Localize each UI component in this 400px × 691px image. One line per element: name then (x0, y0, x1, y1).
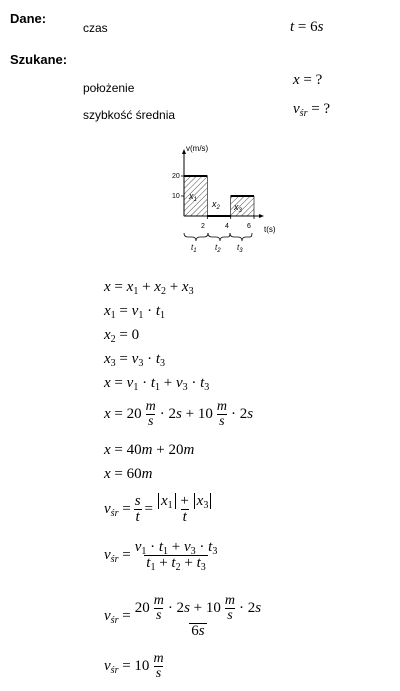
region-x1-label: $x_1$ (189, 191, 197, 203)
region-x2-label: $x_2$ (212, 199, 220, 211)
region-x3-label: $x_3$ (234, 202, 242, 214)
equation-6: x = 20 $\frac{m}{s}$ · 2s + 10 $\frac{m}{s}$ · 2s (104, 399, 254, 429)
czas-value: t = 6s (290, 19, 324, 35)
czas-label: czas (83, 21, 108, 35)
dane-heading: Dane: (10, 11, 47, 26)
equation-9: $v_{śr}$ = $\frac{s}{t}$ = $\frac{x_1 + x_3}{t}$ (104, 494, 216, 525)
brace-t2 (208, 233, 230, 241)
y-tick-10: 10 (172, 193, 180, 200)
equation-2: $x_1 = v_1 \cdot t_1$ (104, 303, 165, 321)
x-axis-arrow (259, 214, 264, 218)
y-tick-20: 20 (172, 173, 180, 180)
brace-t1-label: $t_1$ (191, 243, 197, 254)
szybkosc-label: szybkość średnia (83, 108, 176, 122)
equation-3: $x_2 = 0$ (104, 327, 140, 345)
polozenie-value: x = ? (293, 72, 323, 88)
equation-7: x = 40m + 20m (104, 442, 195, 458)
equation-8: x = 60m (104, 466, 153, 482)
brace-t2-label: $t_2$ (215, 243, 221, 254)
equation-1: $x = x_1 + x_2 + x_3$ (104, 279, 194, 297)
equation-10: $v_{śr}$ = $\frac{v_1 \cdot t_1 + v_3 \cdot t_3}{t_1 + t_2 + t_3}$ (104, 539, 218, 573)
region-1 (184, 176, 207, 216)
equation-5: $x = v_1 \cdot t_1 + v_3 \cdot t_3$ (104, 375, 210, 393)
brace-t1 (184, 233, 208, 241)
brace-t3-label: $t_3$ (237, 243, 243, 254)
x-tick-4: 4 (225, 223, 229, 230)
equation-11: $v_{śr}$ = 20 $\frac{m}{s}$ · 2s + 10 $\frac{m}{s}$ · 2s 6s (104, 593, 262, 639)
velocity-time-diagram (170, 140, 290, 260)
x-tick-2: 2 (201, 223, 205, 230)
x-axis-label: t(s) (264, 225, 276, 234)
brace-t3 (230, 233, 252, 241)
equation-12: $v_{śr} = 10$ $\frac{m}{s}$ (104, 651, 164, 681)
equation-4: $x_3 = v_3 \cdot t_3$ (104, 351, 165, 369)
x-tick-6: 6 (247, 223, 251, 230)
polozenie-label: położenie (83, 81, 135, 95)
szukane-heading: Szukane: (10, 52, 68, 67)
szybkosc-value: $v_{śr}$ = ? (293, 101, 331, 119)
y-axis-label: v(m/s) (186, 144, 209, 153)
